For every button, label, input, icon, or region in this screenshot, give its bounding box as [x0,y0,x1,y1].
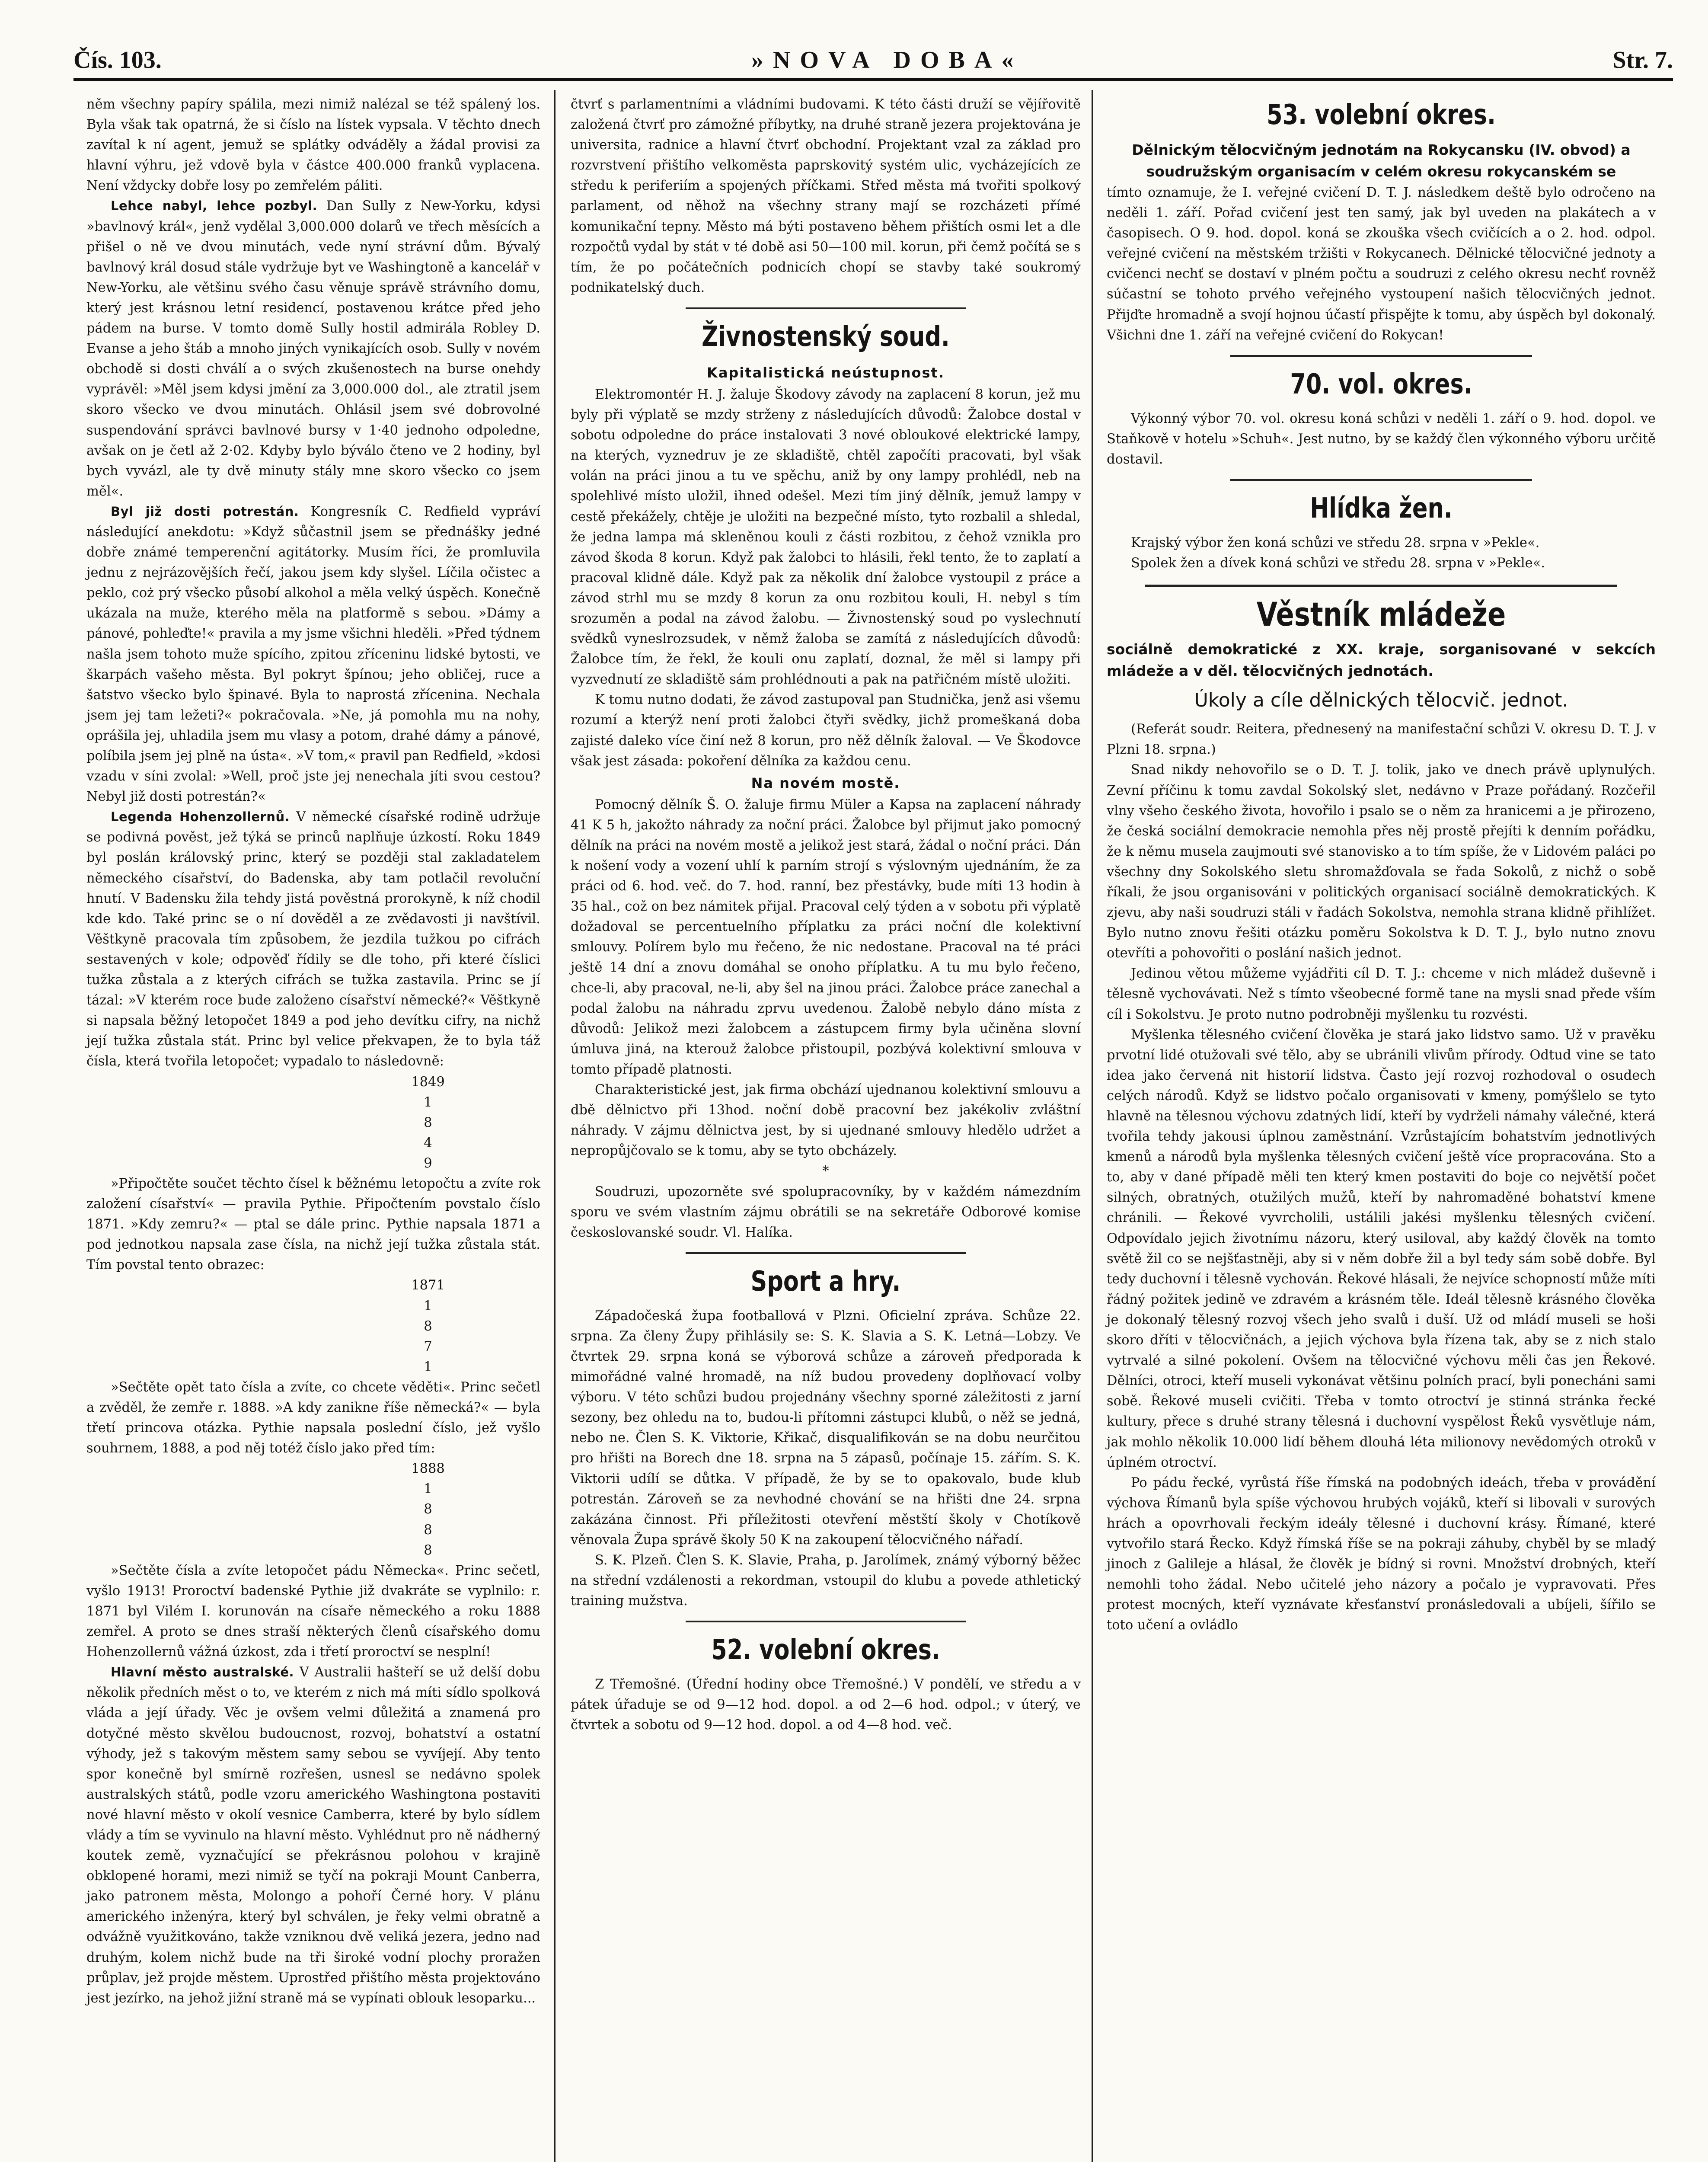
section-heading: 70. vol. okres. [1290,368,1472,400]
section-divider [1230,479,1532,481]
column-2 [571,94,1081,1735]
figure-number: 1888 [411,1461,445,1477]
newspaper-title: »NOVA DOBA« [751,47,1023,74]
number-figure [380,1275,476,1377]
section-divider [1145,585,1617,587]
column-divider [1092,90,1093,2162]
article-text: Spolek žen a dívek koná schůzi ve středu 28. srpna v »Pekle«. [1131,556,1545,571]
article-text: Kongresník C. Redfield vypráví následující anekdotu: »Když sůčastnil jsem se přednášky jedné dobře známé temperenční agitátorky. Musím říci, že promluvila jednu z nejrázovějších řečí, jakou jsem kdy slyšel. Líčila očistec a peklo, coż prý všecko působí alkohol a měla velký úspěch. Konečně ukázala na muže, kterého měla na platformě s sebou. »Dámy a pánové, pohleďte!« pravila a my jsme všichni hleděli. »Před týdnem našla jsem tohoto muže spícího, zpitou zříceninu lidské bytosti, ve škarpách vašeho města. Byl pokryt špínou; jeho obličej, ruce a šatstvo všecko bylo špinavé. Byla to naprostá zřícenina. Nechala jsem jej tam ležeti?« pokračovala. »Ne, já pomohla mu na nohy, oprášila jej, uhladila jsem mu vlasy a potom, drahé dámy a pánové, políbila jsem jej plně na ústa«. »V tom,« pravil pan Redfield, »kdosi vzadu v síni zvolal: »Well, proč jste jej nenechala jíti svou cestou? Nebyl již dosti potrestán?« [86,504,540,805]
article-text: Snad nikdy nehovořilo se o D. T. J. tolik, jako ve dnech právě uplynulých. Zevní příčinu k tomu zavdal Sokolský slet, nedávno v Praze pořádaný. Rozčeřil vlny všeho českého života, hovořilo i psalo se o něm za hranicemi a je přirozeno, že česká sociální demokracie nemohla přes něj prostě přejíti k denním pořádku, že k němu musela zaujmouti své stanovisko a to tím spíše, že v Lidovém paláci po všechny dny Sokolského sletu shromažďovala se řada Sokolů, z nichž o sobě říkali, že jsou organisováni v politických organisací sociálně demokratických. K zjevu, aby naši soudruzi stáli v řadách Sokolstva, nemohla strana klidně přihlížet. Bylo nutno znovu řešiti otázku poměru Sokolstva k D. T. J., bylo nutno znovu otevříti a pohovořiti o poslání našich jednot. [1107,762,1656,961]
figure-number: 8 [424,1522,432,1538]
newspaper-page [73,16,1673,2162]
article-text: V Australii hašteří se už delší dobu několik předních měst o to, ve kterém z nich má míti sídlo spolková vláda a její úřady. Věc je ovšem velmi důležitá a znamená pro dotyčné město skvělou budoucnost, rozvoj, bohatství a ostatní výhody, jež s takovým městem samy sebou se vyvíjejí. Aby tento spor konečně byl smírně rozřešen, usnesl se nedávno spolek australských států, podle vzoru amerického Washingtona postaviti nové hlavní město v okolí vesnice Camberra, které by bylo sídlem vlády a tím se vyvinulo na hlavní město. Vyhlédnut pro ně nádherný koutek země, vyznačující se překrásnou polohou v krajině obklopené horami, mezi nimiž se tyčí na pokraji Mount Canberra, jako patronem města, Molongo a pohoří Černé hory. V plánu amerického inženýra, který byl schválen, je řeky velmi obratně a odvážně využitkováno, takže vzniknou dvě veliká jezera, jedno nad druhým, kolem nichž bude na tři široké vodní plochy proražen průplav, jež projde městem. Uprostřed přištího města projektováno jest jezírko, na jehož jižní straně má se vypínati oblouk lesoparku... [86,1665,540,2006]
article-text: Elektromontér H. J. žaluje Škodovy závody na zaplacení 8 korun, jež mu byly při výplatě se mzdy strženy z následujících důvodů: Žalobce dostal v sobotu odpoledne do práce instalovati 3 nové obloukové elektrické lampy, na kterých, vyznedruv je ze skladiště, chtěl započíti pracovati, byl však volán na práci jinou a tu ve spěchu, aniž by ony lampy prohlédl, neb na spolehlivé místo uložil, ihned odešel. Mezi tím jiný dělník, jemuž lampy v cestě překážely, chtěje je uložiti na bezpečné místo, tyto rozbalil a shledal, že jedna lampa má skleněnou kouli z části rozbitou, z čehož vznikla pro závod škoda 8 korun. Když pak žalobci to hlásili, řekl tento, že to zaplatí a pracoval klidně dále. Když pak za několik dní žalobce vystoupil z práce a závod strhl mu se mzdy 8 korun za onu rozbitou kouli, H. nebyl s tím srozuměn a podal na závod žalobu. — Živnostenský soud po vyslechnutí svědků vyneslrozsudek, v němž žaloba se zamítá z následujících důvodů: Žalobce tím, že řekl, že kouli onu zaplatí, doznal, že měl si lampy při vyzvednutí ze skladiště sám prohlédnouti a pak na patřičném místě uložiti. [571,387,1081,688]
column-3 [1107,94,1656,1635]
section-divider [686,1621,966,1622]
article-paragraph [86,196,540,501]
article-paragraph [86,807,540,1071]
article-text: »Sečtěte opět tato čísla a zvíte, co chcete věděti«. Princ sečetl a zvěděl, že zemře r. 1888. »A kdy zanikne říše německá?« — byla třetí princova otázka. Pythie napsala poslední číslo, jež vyšlo souhrnem, 1888, a pod něj totéž číslo jako před tím: [86,1379,540,1456]
figure-number: 8 [424,1542,432,1558]
figure-number: 1 [424,1481,432,1497]
article-lead: Legenda Hohenzollernů. [111,809,290,825]
article-subheading: Kapitalistická neústupnost. [707,364,945,381]
separator-star: * [822,1164,829,1179]
article-text: K tomu nutno dodati, že závod zastupoval pan Studnička, jenž asi všemu rozumí a kterýž není proti žalobci čtyři svědky, jichž promeškaná doba zajisté daleko více činí než 8 korun, pro něž dělník žaloval. — Ve Škodovce však jest zásada: pokoření dělníka za každou cenu. [571,692,1081,769]
section-divider [686,307,966,309]
figure-number: 8 [424,1115,432,1130]
column-divider [554,90,555,2162]
article-text: S. K. Plzeň. Člen S. K. Slavie, Praha, p. Jarolímek, známý výborný běžec na střední vzdálenosti a rekordman, vstoupil do klubu a povede athletický training mužstva. [571,1552,1081,1609]
issue-number: Čís. 103. [73,47,162,74]
section-heading: Sport a hry. [750,1265,901,1298]
article-paragraph [86,502,540,807]
article-bold-intro: sociálně demokratické z XX. kraje, sorganisované v sekcích mládeže a v děl. tělocvičných jednotách. [1107,641,1656,680]
article-lead: Byl již dosti potrestán. [111,504,299,519]
article-title: Úkoly a cíle dělnických tělocvič. jednot. [1194,689,1568,712]
masthead [73,16,1673,81]
figure-number: 4 [424,1135,432,1151]
article-text: Soudruzi, upozorněte své spolupracovníky, by v každém námezdním sporu ve svém vlastním zájmu obrátili se na sekretáře Odborové komise českoslovanské soudr. Vl. Halíka. [571,1184,1081,1240]
number-figure [380,1458,476,1560]
article-subheading: Na novém mostě. [751,774,900,791]
article-text: »Připočtěte součet těchto čísel k běžnému letopočtu a zvíte rok založení císařství« — pravila Pythie. Připočtením povstalo číslo 1871. »Kdy zemru?« — ptal se dále princ. Pythie napsala 1871 a pod jednotkou napsala zase čísla, na nichž její tužka zůstala stát. Tím povstal tento obrazec: [86,1176,540,1273]
figure-number: 1 [424,1359,432,1375]
article-text: tímto oznamuje, že I. veřejné cvičení D. T. J. následkem deště bylo odročeno na neděli 1. září. Pořad cvičení jest ten samý, jak byl uveden na plakátech a v časopisech. O 9. hod. dopol. koná se zkouška všech cvičících a o 2. hod. odpol. veřejné cvičení na městském tržišti v Rokycanech. Dělnické tělocvičné jednoty a cvičenci nechť se dostaví v plném počtu a soudruzi z celého okresu nechť rovněž súčastní se tohoto prvého veřejného vystoupení našich tělocvičných jednot. Přijďte hromadně a svojí hojnou účastí přispějte k tomu, aby úspěch byl dokonalý. Všichni dne 1. září na veřejné cvičení do Rokycan! [1107,185,1656,343]
section-heading: 52. volební okres. [711,1634,940,1666]
section-heading: 53. volební okres. [1267,99,1496,131]
article-text: čtvrť s parlamentními a vládními budovami. K této části druží se vějířovitě založená čtvrť pro zámožné příbytky, na druhé straně jezera projektována je universita, radnice a hlavní čtvrť obchodní. Projektant vzal za základ pro rozvrstvení přištího velkoměsta paprskovitý systém ulic, vycházejících ze středu k periferiím a spojených příčkami. Střed města má tvořiti spolkový parlament, od něhož na všechny strany mají se rozcházeti přímé komunikační tepny. Město má býti postaveno během přištích osmi let a dle rozpočtů vydal by stát v té době asi 50—100 mil. korun, při čemž počítá se s tím, že po počátečních podnicích chopí se stavby také soukromý podnikatelský duch. [571,97,1081,295]
article-text: Výkonný výbor 70. vol. okresu koná schůzi v neděli 1. září o 9. hod. dopol. ve Staňkově v hotelu »Schuh«. Jest nutno, by se každý člen výkonného výboru určitě dostavil. [1107,411,1656,467]
figure-number: 9 [424,1155,432,1171]
section-heading: Hlídka žen. [1310,493,1453,525]
figure-number: 8 [424,1502,432,1517]
article-text: Charakteristické jest, jak firma obchází ujednanou kolektivní smlouvu a dbě dělnictvo při 13hod. noční době pracovní bez jakékoliv zvláštní náhrady. V zájmu dělnictva jest, by si ujednané smlouvy hledělo udržet a nepropůjčovalo se k tomu, aby se tyto obcházely. [571,1082,1081,1159]
article-text: Pomocný dělník Š. O. žaluje firmu Müler a Kapsa na zaplacení náhrady 41 K 5 h, jakožto náhrady za noční práci. Žalobce byl přijmut jako pomocný dělník na práci na novém mostě a jelikož jest stará, žádal o noční práci. Dán k nošení vody a vození uhlí k parním strojí s výslovným ujednáním, že za práci od 6. hod. več. do 7. hod. ranní, bez přestávky, bude míti 13 hodin à 35 hal., což on bez námitek přijal. Pracoval celý týden a v sobotu při výplatě dožadoval se percentuelního příplatku za práci noční dle kolektivní smlouvy. Polírem bylo mu řečeno, že nic nedostane. Pracoval na té práci ještě 14 dní a znovu domáhal se onoho příplatku. A tu mu bylo řečeno, chce-li, aby pracoval, ne-li, aby šel na jinou práci. Žalobce práce zanechal a podal žalobu na náhradu zprvu uvedenou. Žalobě nebylo dáno místa z důvodů: Jelikož mezi žalobcem a zástupcem firmy byla učiněna slovní úmluva jiná, na kterouž žalobce přistoupil, pozbývá kolektivní smlouva v tomto případě platnosti. [571,797,1081,1077]
article-text: Jedinou větou můžeme vyjádřiti cíl D. T. J.: chceme v nich mládež duševně i tělesně vychovávati. Než s tímto všeobecné formě tane na mysli snad přede vším cíl i Sokolstvu. Je proto nutno podrobněji myšlenku tu rozvésti. [1107,966,1656,1022]
number-figure [380,1072,476,1174]
article-text: Západočeská župa footballová v Plzni. Oficielní zpráva. Schůze 22. srpna. Za členy Župy přihlásily se: S. K. Slavia a S. K. Letná—Lobzy. Ve čtvrtek 29. srpna koná se výborová schůze a zároveň předporada k mimořádné valné hromadě, na níž budou provedeny doplňovací volby výboru. V této schůzi budou projednány všechny sporné záležitosti z jarní sezony, bez ohledu na to, budou-li přítomni zástupci klubů, o něž se jedná, nebo ne. Člen S. K. Viktorie, Křikač, disqualifikován se na dobu neurčitou pro hřišti na Borech dne 18. srpna na 5 zápasů, počínaje 15. zářím. S. K. Viktorii udílí se důtka. V případě, že by se to opakovalo, bude klub potrestán. Zároveň se za nevhodné chování se na hřišti dne 24. srpna zakázána činnost. Při příležitosti otevření městští školy v Chotíkově věnovala Župa správě školy 50 K na zakoupení tělocvičného nářadí. [571,1308,1081,1548]
article-text: (Referát soudr. Reitera, přednesený na manifestační schůzi V. okresu D. T. J. v Plzni 18. srpna.) [1107,722,1656,758]
figure-number: 1871 [411,1278,445,1293]
article-text: Krajský výbor žen koná schůzi ve středu 28. srpna v »Pekle«. [1131,535,1540,551]
article-lead: Hlavní město australské. [111,1665,294,1680]
section-heading: Živnostenský soud. [702,320,950,353]
article-text: Myšlenka tělesného cvičení člověka je stará jako lidstvo samo. Už v pravěku prvotní lidé otužovali své tělo, aby se ubránili vlivům přírody. Odtud vine se tato idea jako červená nit historií lidstva. Často její rozvoj rozhodoval o osudech celých národů. Když se lidstvo počalo organisovati v kmeny, pomýšlelo se tyto hlavně na tělesnou výchovu zdatných lidí, kteří by vydrželi námahy válečné, která tvořila tehdy jakousi úplnou zaměstnání. Vzrůstajícím bohatstvím jednotlivých kmenů a národů byla myšlenka tělesných cvičení ještě více propracována. Sto a to, aby v dané případě měli ten který kmen postaviti do boje co největší počet silných, obratných, otužilých mužů, kteří by nahromaděné bohatství kmene chránili. — Řekové vyvrcholili, ustálili jakési myšlenku tělesných cvičení. Odpovídalo jejich životnímu názoru, který usiloval, aby každý člověk na tomto světě žil co se nejšťastněji, aby si v něm dobře žil a byl tedy sám sobě dobře. Byl tedy duchovní i tělesně vychován. Řekové hlásali, že nejvíce schopností může míti řádný požitek jedině ve zdravém a krásném těle. Ideál tělesně krásného člověka je dokonalý tělesný rozvoj všech jeho svalů i duší. Už od mládí museli se hoši skoro dříti v tělocvičnách, a jejich výchova byla řízena tak, aby se z nich stalo vytrvalé a silné pokolení. Ovšem na tělocvičné výchovu měli čas jen Řekové. Dělníci, otroci, kteří museli vykonávat většinu polních prací, byli ponecháni sami sobě. Řekové museli cvičiti. Třeba v tomto otroctví je stinná stránka řecké kultury, přece s druhé strany tělesná i duchovní vyspělost Řeků vysvětluje nám, jak mohlo několik 10.000 lidí během dlouhá léta milionovy nevědomých otroků v úplném otroctví. [1107,1027,1656,1470]
figure-number: 8 [424,1318,432,1334]
article-paragraph [86,1662,540,2008]
section-divider [1230,355,1532,357]
figure-number: 7 [424,1339,432,1354]
article-text: Z Třemošné. (Úřední hodiny obce Třemošné.) V pondělí, ve středu a v pátek úřaduje se od 9—12 hod. dopol. a od 2—6 hod. odpol.; v úterý, ve čtvrtek a sobotu od 9—12 hod. dopol. a od 4—8 hod. več. [571,1677,1081,1733]
article-text: Po pádu řecké, vyrůstá říše římská na podobných ideách, třeba v provádění výchova Římanů byla spíše výchovou hrubých vojáků, kteří si libovali v surových hrách a opovrhovali řeckým ideály tělesné i duchovní krásy. Římané, které vytvořilo stará Řecko. Když římská říše se na pokraji záhuby, chyběl by se mladý jinoch z Galileje a hlásal, že člověk je bídný si rovni. Množství drobných, kteří nemohli toho žádal. Nebo učitelé jeho názory a počalo je vypravovati. Přes protest mocných, kteří vyznávate křesťanství pronásledovali a ubíjeli, šířilo se toto učení a ovládlo [1107,1475,1656,1633]
article-text: Dan Sully z New-Yorku, kdysi »bavlnový král«, jenž vydělal 3,000.000 dolarů ve třech měsících a přišel o ně ve dvou minutách, vede nyní strávní dům. Bývalý bavlnový král dosud stále vydržuje byt ve Washingtoně a kancelář v New-Yorku, ale většinu svého času věnuje správě strávního domu, který jest krásnou letní residencí, postavenou krátce před jeho pádem na burse. V tomto domě Sully hostil admirála Robley D. Evanse a jeho štáb a mnoho jiných vynikajících osob. Sully v novém obchodě si dosti chválí a o svých zkušenostech na burse onehdy vyprávěl: »Měl jsem kdysi jmění za 3,000.000 dol., ale ztratil jsem skoro všecko ve dvou minutách. Ohlásil jsem své dobrovolné suspendování správci bavlnové bursy v 1·40 jednoho odpoledne, avšak on je četl až 2·02. Kdyby bylo býválo čteno ve 2 hodiny, byl bych vyvázl, ale ty dvě minuty stály mne skoro všecko co jsem měl«. [86,198,540,499]
section-heading: Věstník mládeže [1256,595,1506,634]
figure-number: 1 [424,1298,432,1314]
figure-number: 1 [424,1094,432,1110]
column-1 [86,94,540,2008]
article-text: »Sečtěte čísla a zvíte letopočet pádu Německa«. Princ sečetl, vyšlo 1913! Proroctví badenské Pythie již dvakráte se vyplnilo: r. 1871 byl Vilém I. korunován na císaře německého a roku 1888 zemřel. A proto se dnes straší některých členů císařského domu Hohenzollernů vážná úzkost, zda i třetí proroctví se nesplní! [86,1563,540,1660]
section-divider [686,1252,966,1254]
page-number: Str. 7. [1612,47,1673,74]
article-lead: Lehce nabyl, lehce pozbyl. [111,198,318,214]
figure-number: 1849 [411,1074,445,1090]
article-text: něm všechny papíry spálila, mezi nimiž nalézal se též spálený los. Byla však tak opatrná, že si číslo na lístek vypsala. V těchto dnech zavítal k ní agent, jemuž se splátky odváděly a žádal provisi za hlavní výhru, jež vdově byla v částce 400.000 franků vyplacena. Není vždycky dobře losy po zemřelém páliti. [86,97,540,194]
article-text: V německé císařské rodině udržuje se podivná pověst, jež týká se princů naplňuje úzkostí. Roku 1849 byl poslán královský princ, který se později stal zakladatelem německého císařství, do Badenska, aby tam potlačil revoluční hnutí. V Badensku žila tehdy jistá pověstná prorokyně, k níž chodil kde kdo. Také princ se o ní dověděl a ze zvědavosti ji navštívil. Věštkyně pracovala tím způsobem, že jezdila tužkou po cifrách sestavených v kole; odpověď řídily se dle toho, při které číslici tužka zůstala a z kterých cifrách se tužka zastavila. Princ se jí tázal: »V kterém roce bude založeno císařství německé?« Věštkyně si napsala běžný letopočet 1849 a pod jeho devítku cifry, na nichž její tužka zůstala stát. Princ byl velice překvapen, že to byla táž čísla, která tvořila letopočet; vypadalo to následovně: [86,809,541,1069]
article-bold-intro: Dělnickým tělocvičným jednotám na Rokycansku (IV. obvod) a soudružským organisacím v celém okresu rokycanském se [1132,141,1631,180]
